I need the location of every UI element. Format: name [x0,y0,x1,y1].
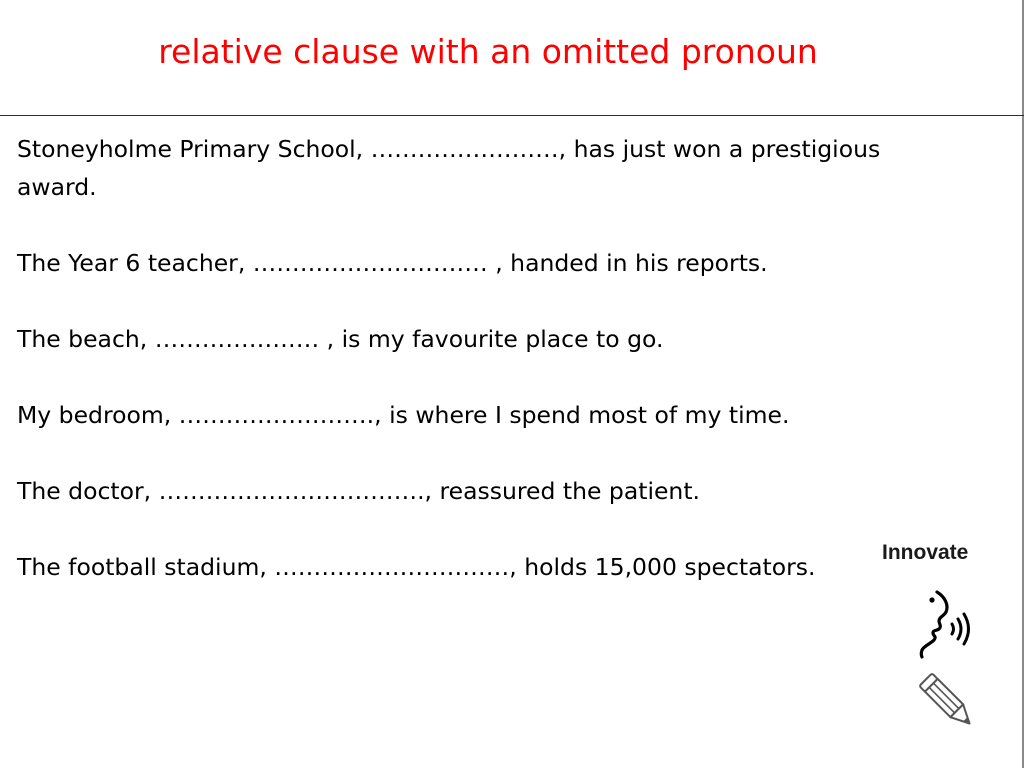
sentence-2: The Year 6 teacher, ………………………… , handed in his reports. [17,249,768,277]
sentence-3: The beach, ………………… , is my favourite place to go. [17,325,664,353]
innovate-label: Innovate [882,541,969,564]
sentence-5: The doctor, ……………………………., reassured the patient. [17,477,701,505]
sentence-1: Stoneyholme Primary School, ……………………, has just won a prestigious award. [17,135,881,201]
title-divider [0,115,1024,116]
exercise-sentences [17,130,897,624]
slide-title: relative clause with an omitted pronoun [158,32,818,71]
speaking-head-icon [912,588,982,660]
sentence-4: My bedroom, ……………………., is where I spend most of my time. [17,401,790,429]
sentence-6: The football stadium, …………………………, holds 15,000 spectators. [17,553,816,581]
pencil-icon [918,672,980,734]
